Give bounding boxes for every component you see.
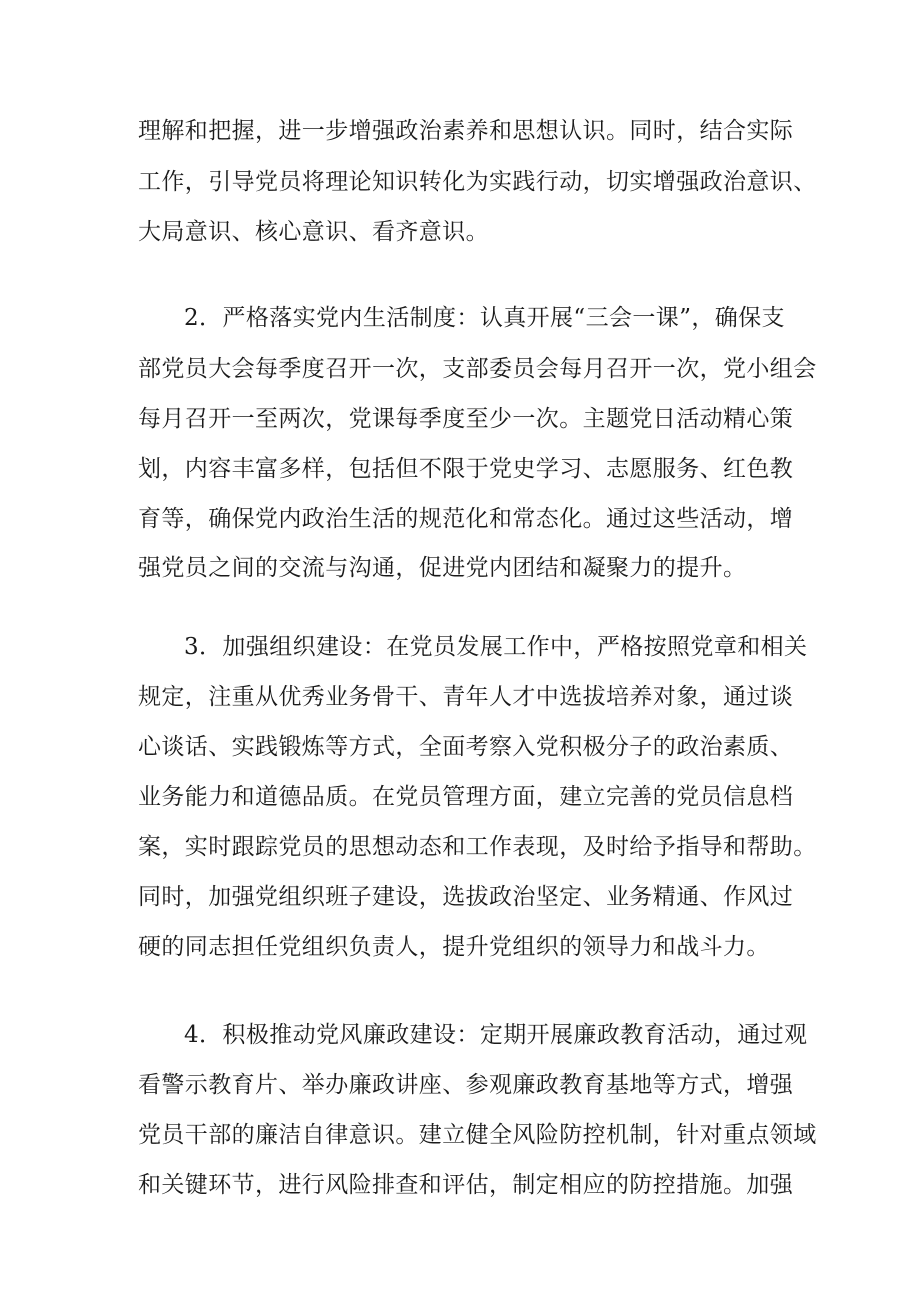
text-line: 强党员之间的交流与沟通，促进党内团结和凝聚力的提升。 (138, 555, 747, 581)
text-line: 看警示教育片、举办廉政讲座、参观廉政教育基地等方式，增强 (138, 1072, 794, 1098)
text-line: 3．加强组织建设：在党员发展工作中，严格按照党章和相关 (184, 634, 808, 660)
text-line: 划，内容丰富多样，包括但不限于党史学习、志愿服务、红色教 (138, 456, 794, 482)
text-line: 2．严格落实党内生活制度：认真开展“三会一课”，确保支 (184, 305, 785, 331)
text-line: 工作，引导党员将理论知识转化为实践行动，切实增强政治意识、 (138, 169, 817, 195)
text-line: 4．积极推动党风廉政建设：定期开展廉政教育活动，通过观 (184, 1022, 808, 1048)
text-line: 硬的同志担任党组织负责人，提升党组织的领导力和战斗力。 (138, 934, 770, 960)
text-line: 理解和把握，进一步增强政治素养和思想认识。同时，结合实际 (138, 118, 794, 144)
text-line: 心谈话、实践锻炼等方式，全面考察入党积极分子的政治素质、 (138, 734, 794, 760)
text-line: 同时，加强党组织班子建设，选拔政治坚定、业务精通、作风过 (138, 884, 794, 910)
text-line: 案，实时跟踪党员的思想动态和工作表现，及时给予指导和帮助。 (138, 834, 817, 860)
text-line: 和关键环节，进行风险排查和评估，制定相应的防控措施。加强 (138, 1172, 794, 1198)
text-line: 部党员大会每季度召开一次，支部委员会每月召开一次，党小组会 (138, 356, 817, 382)
text-line: 规定，注重从优秀业务骨干、青年人才中选拔培养对象，通过谈 (138, 684, 794, 710)
text-line: 业务能力和道德品质。在党员管理方面，建立完善的党员信息档 (138, 784, 794, 810)
text-line: 大局意识、核心意识、看齐意识。 (138, 219, 489, 245)
text-line: 每月召开一至两次，党课每季度至少一次。主题党日活动精心策 (138, 406, 794, 432)
text-line: 党员干部的廉洁自律意识。建立健全风险防控机制，针对重点领域 (138, 1122, 817, 1148)
text-line: 育等，确保党内政治生活的规范化和常态化。通过这些活动，增 (138, 506, 794, 532)
